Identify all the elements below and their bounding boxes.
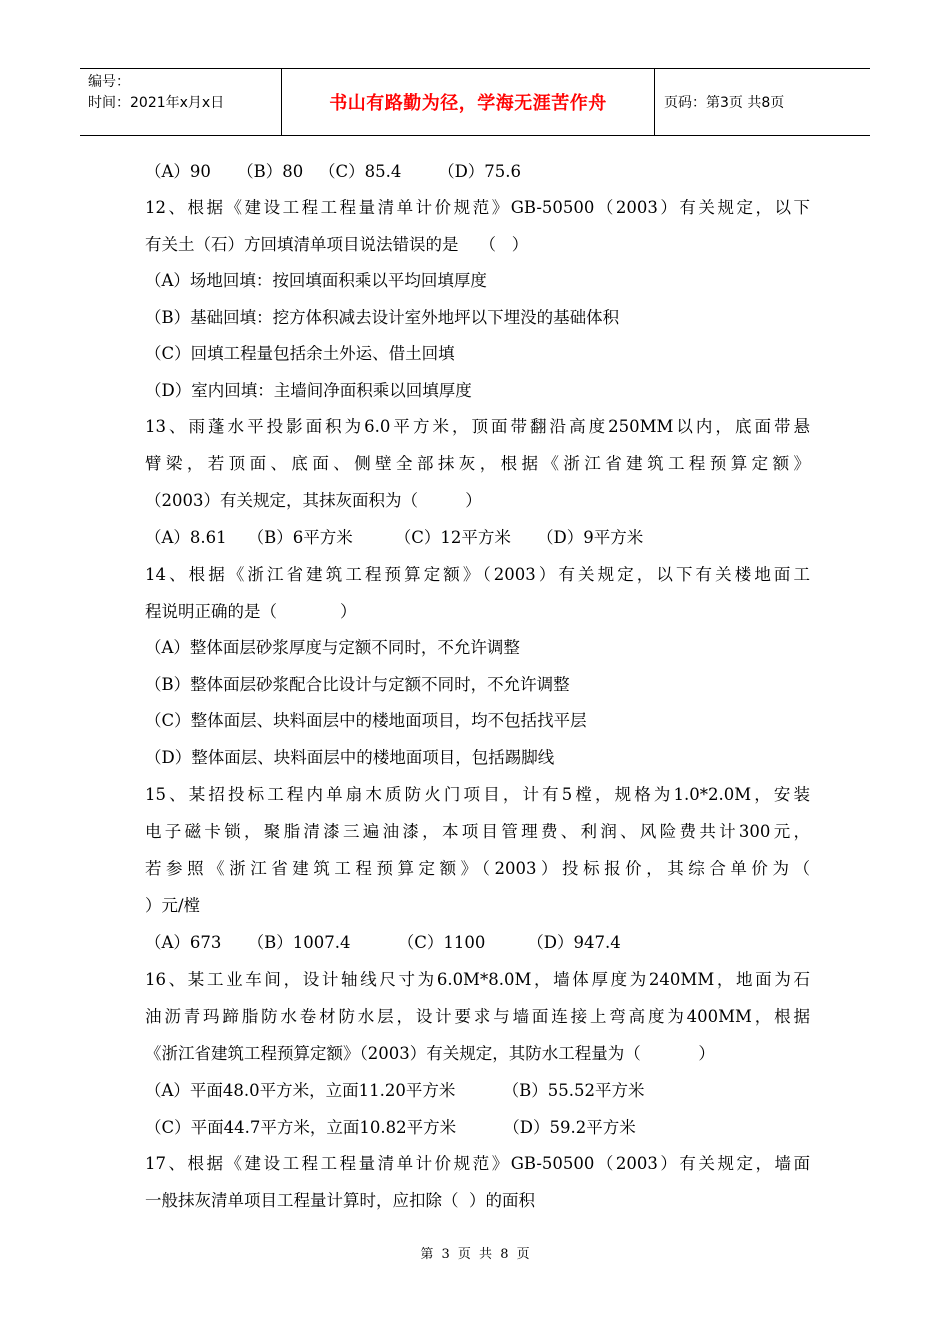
text-line: 14、根据《浙江省建筑工程预算定额》（2003）有关规定，以下有关楼地面工 [145,565,810,584]
text-line: （C）整体面层、块料面层中的楼地面项目，均不包括找平层 [145,711,587,730]
text-line: （B）整体面层砂浆配合比设计与定额不同时，不允许调整 [145,675,570,694]
text-line: 一般抹灰清单项目工程量计算时，应扣除（ ）的面积 [145,1191,535,1210]
header-meta [80,69,281,135]
text-line: （A）673 （B）1007.4 （C）1100 （D）947.4 [145,933,621,952]
text-line: 程说明正确的是（ ） [145,602,357,621]
text-line: （C）回填工程量包括余土外运、借土回填 [145,344,455,363]
text-line: （2003）有关规定，其抹灰面积为（ ） [145,491,482,510]
text-line: （D）室内回填：主墙间净面积乘以回填厚度 [145,381,472,400]
text-line: （A）整体面层砂浆厚度与定额不同时，不允许调整 [145,638,520,657]
text-line: 若参照《浙江省建筑工程预算定额》（2003）投标报价，其综合单价为（ [145,859,810,878]
text-line: （D）整体面层、块料面层中的楼地面项目，包括踢脚线 [145,748,555,767]
text-line: 13、雨蓬水平投影面积为6.0平方米，顶面带翻沿高度250MM以内，底面带悬 [145,417,810,436]
text-line: （A）90 （B）80 （C）85.4 （D）75.6 [145,162,522,181]
text-line: 油沥青玛蹄脂防水卷材防水层，设计要求与墙面连接上弯高度为400MM，根据 [145,1007,810,1026]
header-motto: 书山有路勤为径，学海无涯苦作舟 [329,93,607,114]
header-page-code-cell [655,69,870,135]
text-line: （A）平面48.0平方米，立面11.20平方米 （B）55.52平方米 [145,1081,645,1100]
header-time-label: 时间：2021年x月x日 [88,95,225,111]
header-motto-cell [281,69,655,135]
text-line: （B）基础回填：挖方体积减去设计室外地坪以下埋没的基础体积 [145,308,620,327]
text-line: （C）平面44.7平方米，立面10.82平方米 （D）59.2平方米 [145,1118,636,1137]
text-line: ）元/樘 [145,896,201,915]
text-line: 16、某工业车间，设计轴线尺寸为6.0M*8.0M，墙体厚度为240MM，地面为石 [145,970,810,989]
text-line: 12、根据《建设工程工程量清单计价规范》GB-50500（2003）有关规定，以下 [145,198,810,217]
text-line: 15、某招投标工程内单扇木质防火门项目，计有5樘，规格为1.0*2.0M，安装 [145,785,810,804]
page-header [80,68,870,136]
text-line: 电子磁卡锁，聚脂清漆三遍油漆，本项目管理费、利润、风险费共计300元， [145,822,810,841]
text-line: 17、根据《建设工程工程量清单计价规范》GB-50500（2003）有关规定，墙面 [145,1154,810,1173]
page-footer: 第 3 页 共 8 页 [420,1247,530,1262]
header-page-code: 页码：第3页 共8页 [664,95,785,111]
header-number-label: 编号： [88,74,130,90]
text-line: （A）8.61 （B）6平方米 （C）12平方米 （D）9平方米 [145,528,644,547]
text-line: 有关土（石）方回填清单项目说法错误的是 （ ） [145,235,529,254]
text-line: 《浙江省建筑工程预算定额》（2003）有关规定，其防水工程量为（ ） [145,1044,715,1063]
text-line: 臂梁，若顶面、底面、侧壁全部抹灰，根据《浙江省建筑工程预算定额》 [145,454,810,473]
text-line: （A）场地回填：按回填面积乘以平均回填厚度 [145,271,487,290]
